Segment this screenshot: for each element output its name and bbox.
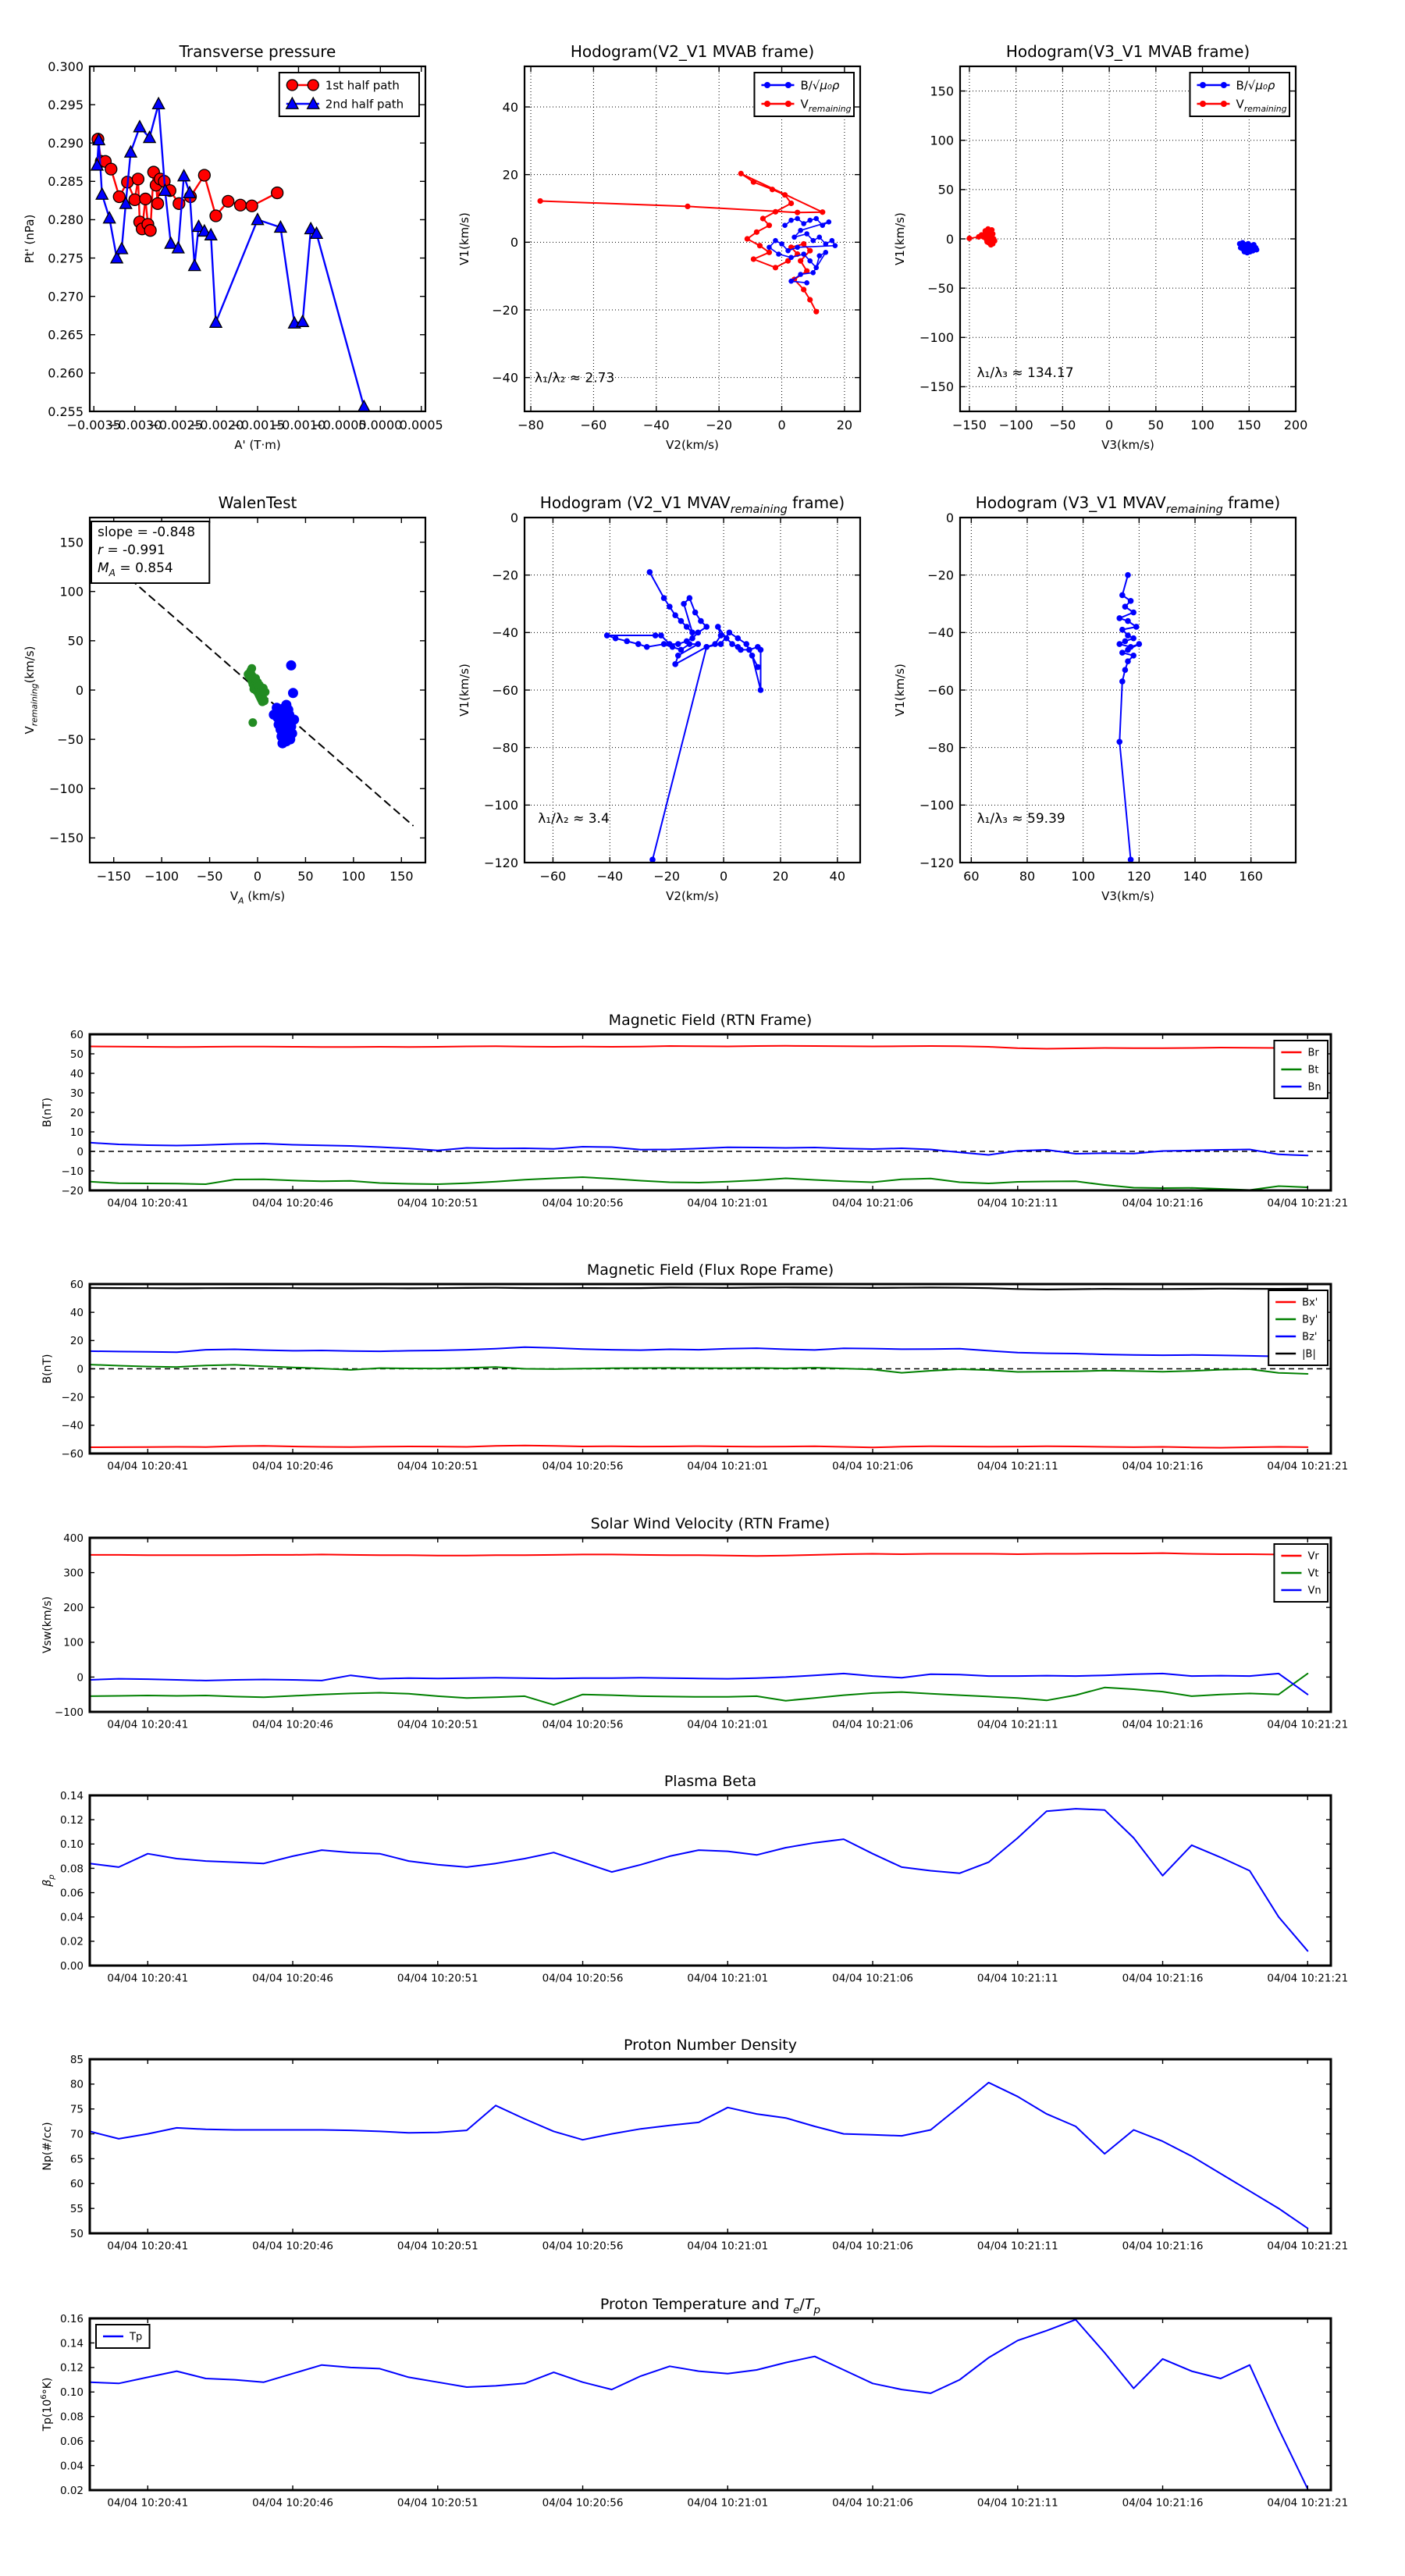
svg-text:100: 100 xyxy=(930,133,954,148)
svg-text:−60: −60 xyxy=(539,869,567,884)
svg-text:Hodogram(V2_V1 MVAB frame): Hodogram(V2_V1 MVAB frame) xyxy=(570,42,815,61)
svg-text:−40: −40 xyxy=(492,370,518,386)
svg-text:04/04 10:20:56: 04/04 10:20:56 xyxy=(542,1197,624,1210)
svg-text:Bz': Bz' xyxy=(1302,1331,1318,1343)
svg-text:200: 200 xyxy=(63,1602,84,1615)
svg-text:50: 50 xyxy=(69,2227,84,2240)
svg-text:−60: −60 xyxy=(61,1447,84,1461)
svg-text:50: 50 xyxy=(1147,418,1165,432)
svg-text:−80: −80 xyxy=(492,740,518,756)
svg-text:0.02: 0.02 xyxy=(59,2484,84,2497)
svg-text:04/04 10:21:11: 04/04 10:21:11 xyxy=(976,1718,1058,1731)
svg-text:04/04 10:20:46: 04/04 10:20:46 xyxy=(252,1197,333,1210)
svg-text:B(nT): B(nT) xyxy=(41,1354,54,1384)
chart-plasma-beta xyxy=(41,1773,1348,1985)
svg-text:50: 50 xyxy=(67,633,84,649)
svg-text:0.14: 0.14 xyxy=(59,2337,84,2350)
svg-text:100: 100 xyxy=(59,584,84,600)
chart-hodogram-v2v1-mvav xyxy=(457,493,860,903)
svg-text:04/04 10:21:01: 04/04 10:21:01 xyxy=(687,2496,769,2510)
svg-text:20: 20 xyxy=(502,167,518,183)
svg-text:04/04 10:21:11: 04/04 10:21:11 xyxy=(976,1972,1058,1985)
svg-text:0.04: 0.04 xyxy=(59,1911,84,1924)
svg-text:04/04 10:20:41: 04/04 10:20:41 xyxy=(107,1972,189,1985)
svg-text:VA (km/s): $V_A$ (km/s) xyxy=(229,889,286,906)
svg-text:V1(km/s): V1(km/s) xyxy=(893,212,907,265)
svg-text:slope = -0.848: slope = -0.848 xyxy=(98,525,196,540)
svg-text:0.08: 0.08 xyxy=(59,1863,84,1876)
svg-text:04/04 10:20:51: 04/04 10:20:51 xyxy=(397,1460,478,1473)
svg-text:100: 100 xyxy=(341,869,366,884)
svg-text:0: 0 xyxy=(76,1671,84,1685)
svg-text:160: 160 xyxy=(1239,869,1263,884)
svg-text:04/04 10:21:21: 04/04 10:21:21 xyxy=(1267,1972,1349,1985)
svg-text:04/04 10:20:46: 04/04 10:20:46 xyxy=(252,1460,333,1473)
svg-text:Proton Number Density: Proton Number Density xyxy=(624,2037,797,2054)
svg-text:04/04 10:21:21: 04/04 10:21:21 xyxy=(1267,2496,1349,2510)
svg-text:−120: −120 xyxy=(484,855,518,870)
svg-text:04/04 10:20:46: 04/04 10:20:46 xyxy=(252,2240,333,2253)
svg-text:−100: −100 xyxy=(919,798,954,813)
svg-text:0: 0 xyxy=(253,869,262,884)
svg-text:04/04 10:20:51: 04/04 10:20:51 xyxy=(397,2240,478,2253)
svg-text:10: 10 xyxy=(69,1126,84,1139)
svg-text:60: 60 xyxy=(963,869,980,884)
svg-text:0.285: 0.285 xyxy=(48,174,84,190)
svg-text:04/04 10:21:11: 04/04 10:21:11 xyxy=(976,2496,1058,2510)
svg-text:−0.0030: −0.0030 xyxy=(107,418,162,432)
svg-text:200: 200 xyxy=(1283,418,1308,432)
svg-text:0.275: 0.275 xyxy=(48,251,84,266)
svg-text:04/04 10:21:01: 04/04 10:21:01 xyxy=(687,1460,769,1473)
svg-text:−20: −20 xyxy=(706,418,733,432)
svg-text:0.290: 0.290 xyxy=(48,135,84,151)
svg-text:04/04 10:21:21: 04/04 10:21:21 xyxy=(1267,1460,1349,1473)
svg-text:0.300: 0.300 xyxy=(48,59,84,74)
svg-text:04/04 10:20:56: 04/04 10:20:56 xyxy=(542,1718,624,1731)
chart-proton-temp xyxy=(40,2296,1348,2510)
svg-text:Tp: Tp xyxy=(130,2331,143,2343)
svg-text:0.16: 0.16 xyxy=(59,2312,84,2325)
svg-text:0.280: 0.280 xyxy=(48,212,84,228)
svg-text:04/04 10:21:01: 04/04 10:21:01 xyxy=(687,2240,769,2253)
chart-transverse-pressure xyxy=(23,42,443,452)
svg-text:150: 150 xyxy=(389,869,414,884)
svg-text:50: 50 xyxy=(297,869,314,884)
svg-text:40: 40 xyxy=(502,99,518,115)
svg-text:04/04 10:20:41: 04/04 10:20:41 xyxy=(107,1197,189,1210)
svg-text:0.08: 0.08 xyxy=(59,2411,84,2424)
svg-text:Vremaining: $V_{remaining}$ xyxy=(800,97,852,114)
svg-text:0: 0 xyxy=(510,510,518,525)
svg-text:−80: −80 xyxy=(927,740,954,756)
svg-text:−120: −120 xyxy=(919,855,954,870)
svg-text:−20: −20 xyxy=(927,568,954,583)
svg-text:04/04 10:21:16: 04/04 10:21:16 xyxy=(1122,2240,1204,2253)
svg-text:−100: −100 xyxy=(919,330,954,346)
svg-text:−20: −20 xyxy=(61,1391,84,1404)
svg-text:04/04 10:20:56: 04/04 10:20:56 xyxy=(542,1972,624,1985)
svg-text:0: 0 xyxy=(76,1145,84,1158)
svg-text:0.12: 0.12 xyxy=(59,2361,84,2375)
svg-text:04/04 10:21:06: 04/04 10:21:06 xyxy=(832,1972,913,1985)
svg-text:04/04 10:21:16: 04/04 10:21:16 xyxy=(1122,2496,1204,2510)
svg-text:0: 0 xyxy=(510,235,518,251)
svg-text:Vt: Vt xyxy=(1307,1567,1319,1580)
svg-text:Hodogram(V3_V1 MVAB frame): Hodogram(V3_V1 MVAB frame) xyxy=(1005,42,1250,61)
svg-text:0: 0 xyxy=(945,231,954,247)
svg-text:20: 20 xyxy=(69,1335,84,1348)
svg-text:300: 300 xyxy=(63,1567,84,1580)
svg-text:0.06: 0.06 xyxy=(59,2435,84,2449)
svg-text:−150: −150 xyxy=(919,379,954,395)
svg-text:20: 20 xyxy=(69,1106,84,1119)
svg-text:80: 80 xyxy=(1019,869,1036,884)
chart-mag-rtn xyxy=(41,1012,1348,1210)
svg-text:V1(km/s): V1(km/s) xyxy=(457,664,471,717)
chart-hodogram-v3v1-mvab xyxy=(893,42,1307,452)
svg-text:−150: −150 xyxy=(951,418,987,432)
svg-text:04/04 10:20:51: 04/04 10:20:51 xyxy=(397,1718,478,1731)
svg-text:−100: −100 xyxy=(484,798,518,813)
svg-text:−50: −50 xyxy=(57,731,84,747)
svg-text:04/04 10:21:16: 04/04 10:21:16 xyxy=(1122,1718,1204,1731)
chart-hodogram-v2v1-mvab xyxy=(457,42,860,452)
svg-text:Magnetic Field (RTN Frame): Magnetic Field (RTN Frame) xyxy=(608,1012,813,1029)
svg-text:−40: −40 xyxy=(927,625,954,641)
svg-text:140: 140 xyxy=(1183,869,1208,884)
svg-text:A' (T·m): A' (T·m) xyxy=(234,438,281,452)
svg-text:βp: $\beta_p$ xyxy=(41,1874,57,1887)
svg-text:|B|: |B| xyxy=(1302,1348,1316,1361)
svg-text:−10: −10 xyxy=(61,1165,84,1178)
svg-text:0.02: 0.02 xyxy=(59,1935,84,1948)
chart-hodogram-v3v1-mvav xyxy=(893,493,1296,903)
svg-text:0.270: 0.270 xyxy=(48,289,84,304)
svg-text:04/04 10:20:51: 04/04 10:20:51 xyxy=(397,1197,478,1210)
svg-text:65: 65 xyxy=(69,2153,84,2166)
svg-text:0.0005: 0.0005 xyxy=(399,418,443,432)
svg-text:60: 60 xyxy=(69,2178,84,2191)
svg-text:Transverse pressure: Transverse pressure xyxy=(179,42,336,61)
svg-text:0: 0 xyxy=(1105,418,1114,432)
svg-text:04/04 10:21:06: 04/04 10:21:06 xyxy=(832,1718,913,1731)
svg-text:WalenTest: WalenTest xyxy=(218,493,297,512)
svg-text:2nd half path: 2nd half path xyxy=(325,97,404,112)
svg-text:By': By' xyxy=(1302,1314,1318,1326)
svg-text:−0.0020: −0.0020 xyxy=(189,418,244,432)
svg-text:−40: −40 xyxy=(492,625,518,641)
svg-text:−20: −20 xyxy=(492,302,518,318)
svg-text:−100: −100 xyxy=(49,781,84,797)
svg-text:Vn: Vn xyxy=(1307,1585,1321,1597)
svg-text:04/04 10:21:06: 04/04 10:21:06 xyxy=(832,1460,913,1473)
svg-text:−50: −50 xyxy=(196,869,223,884)
svg-text:04/04 10:21:21: 04/04 10:21:21 xyxy=(1267,1718,1349,1731)
svg-text:150: 150 xyxy=(930,84,954,99)
svg-text:Plasma Beta: Plasma Beta xyxy=(663,1773,757,1790)
svg-text:04/04 10:20:46: 04/04 10:20:46 xyxy=(252,1718,333,1731)
svg-text:04/04 10:21:16: 04/04 10:21:16 xyxy=(1122,1197,1204,1210)
svg-text:04/04 10:20:51: 04/04 10:20:51 xyxy=(397,1972,478,1985)
svg-text:Np(#/cc): Np(#/cc) xyxy=(41,2122,54,2171)
svg-text:75: 75 xyxy=(69,2103,84,2116)
svg-text:V1(km/s): V1(km/s) xyxy=(457,212,471,265)
svg-text:Bt: Bt xyxy=(1307,1064,1319,1076)
svg-text:40: 40 xyxy=(69,1307,84,1320)
svg-text:04/04 10:21:01: 04/04 10:21:01 xyxy=(687,1972,769,1985)
svg-text:100: 100 xyxy=(1071,869,1095,884)
svg-text:20: 20 xyxy=(772,869,789,884)
svg-text:Vremaining: $V_{remaining}$ xyxy=(1236,97,1287,114)
svg-text:−50: −50 xyxy=(927,280,954,296)
svg-text:V2(km/s): V2(km/s) xyxy=(666,889,719,903)
svg-text:B(nT): B(nT) xyxy=(41,1098,54,1127)
chart-proton-density xyxy=(41,2037,1348,2253)
svg-text:60: 60 xyxy=(69,1278,84,1291)
svg-text:MA = 0.854: $M_A = 0.854$ xyxy=(98,560,173,579)
svg-text:0.06: 0.06 xyxy=(59,1887,84,1900)
svg-text:04/04 10:21:06: 04/04 10:21:06 xyxy=(832,1197,913,1210)
chart-vsw-rtn xyxy=(41,1515,1348,1731)
svg-text:150: 150 xyxy=(59,535,84,550)
svg-text:70: 70 xyxy=(69,2128,84,2141)
svg-text:04/04 10:20:56: 04/04 10:20:56 xyxy=(542,1460,624,1473)
svg-text:04/04 10:21:06: 04/04 10:21:06 xyxy=(832,2496,913,2510)
svg-text:0: 0 xyxy=(719,869,728,884)
svg-text:04/04 10:20:41: 04/04 10:20:41 xyxy=(107,2240,189,2253)
svg-text:λ₁/λ₂ ≈ 3.4: λ₁/λ₂ ≈ 3.4 xyxy=(538,811,610,827)
svg-text:−100: −100 xyxy=(144,869,180,884)
svg-text:04/04 10:21:01: 04/04 10:21:01 xyxy=(687,1197,769,1210)
svg-text:85: 85 xyxy=(69,2053,84,2066)
svg-text:Solar Wind Velocity (RTN Frame: Solar Wind Velocity (RTN Frame) xyxy=(590,1515,831,1532)
svg-text:0: 0 xyxy=(945,510,954,525)
svg-text:−50: −50 xyxy=(1049,418,1076,432)
svg-text:04/04 10:21:01: 04/04 10:21:01 xyxy=(687,1718,769,1731)
svg-text:−0.0035: −0.0035 xyxy=(66,418,121,432)
svg-text:−0.0005: −0.0005 xyxy=(312,418,367,432)
svg-text:V2(km/s): V2(km/s) xyxy=(666,438,719,452)
svg-text:100: 100 xyxy=(1190,418,1215,432)
svg-text:Tp(106°K): $Tp(10^6^\circ K)$ xyxy=(40,2377,54,2432)
svg-text:B/√μ₀ρ: B/√μ₀ρ xyxy=(1236,78,1275,93)
svg-text:04/04 10:20:41: 04/04 10:20:41 xyxy=(107,1460,189,1473)
svg-text:Proton Temperature and Te/Tp: Proton Temperature and $T_e/T_p$ xyxy=(599,2296,821,2317)
svg-text:−60: −60 xyxy=(580,418,607,432)
svg-text:04/04 10:20:41: 04/04 10:20:41 xyxy=(107,2496,189,2510)
svg-text:−20: −20 xyxy=(653,869,681,884)
svg-text:04/04 10:21:16: 04/04 10:21:16 xyxy=(1122,1460,1204,1473)
svg-text:0.0000: 0.0000 xyxy=(358,418,403,432)
svg-text:80: 80 xyxy=(69,2078,84,2091)
svg-text:0: 0 xyxy=(75,682,84,698)
svg-text:−0.0015: −0.0015 xyxy=(230,418,285,432)
svg-text:120: 120 xyxy=(1127,869,1151,884)
svg-text:04/04 10:20:56: 04/04 10:20:56 xyxy=(542,2240,624,2253)
svg-text:Br: Br xyxy=(1307,1047,1319,1059)
svg-text:150: 150 xyxy=(1237,418,1261,432)
chart-walen-test xyxy=(23,493,425,906)
svg-text:0.10: 0.10 xyxy=(59,2386,84,2400)
svg-text:−80: −80 xyxy=(518,418,544,432)
svg-text:04/04 10:21:11: 04/04 10:21:11 xyxy=(976,1460,1058,1473)
svg-text:04/04 10:20:51: 04/04 10:20:51 xyxy=(397,2496,478,2510)
svg-text:0.295: 0.295 xyxy=(48,97,84,112)
svg-text:Vsw(km/s): Vsw(km/s) xyxy=(41,1596,54,1654)
svg-text:−100: −100 xyxy=(998,418,1033,432)
svg-text:04/04 10:20:46: 04/04 10:20:46 xyxy=(252,1972,333,1985)
svg-text:04/04 10:20:46: 04/04 10:20:46 xyxy=(252,2496,333,2510)
svg-text:−150: −150 xyxy=(96,869,131,884)
svg-text:V3(km/s): V3(km/s) xyxy=(1101,438,1154,452)
svg-text:λ₁/λ₃ ≈ 134.17: λ₁/λ₃ ≈ 134.17 xyxy=(976,365,1074,381)
svg-text:0: 0 xyxy=(777,418,786,432)
svg-text:−40: −40 xyxy=(596,869,624,884)
svg-text:40: 40 xyxy=(829,869,846,884)
svg-text:50: 50 xyxy=(69,1048,84,1061)
svg-text:0.265: 0.265 xyxy=(48,327,84,343)
svg-text:04/04 10:21:21: 04/04 10:21:21 xyxy=(1267,2240,1349,2253)
svg-text:04/04 10:21:21: 04/04 10:21:21 xyxy=(1267,1197,1349,1210)
svg-text:04/04 10:21:16: 04/04 10:21:16 xyxy=(1122,1972,1204,1985)
svg-text:55: 55 xyxy=(69,2203,84,2216)
svg-text:−150: −150 xyxy=(49,831,84,846)
svg-text:1st half path: 1st half path xyxy=(325,78,400,93)
svg-text:Vr: Vr xyxy=(1307,1550,1319,1563)
svg-text:04/04 10:20:56: 04/04 10:20:56 xyxy=(542,2496,624,2510)
svg-text:0.00: 0.00 xyxy=(59,1959,84,1973)
svg-text:−0.0010: −0.0010 xyxy=(271,418,326,432)
svg-text:Bx': Bx' xyxy=(1302,1297,1318,1309)
svg-text:0.14: 0.14 xyxy=(59,1789,84,1802)
svg-text:−0.0025: −0.0025 xyxy=(148,418,203,432)
svg-text:λ₁/λ₂ ≈ 2.73: λ₁/λ₂ ≈ 2.73 xyxy=(534,370,615,386)
svg-text:0.10: 0.10 xyxy=(59,1838,84,1852)
svg-text:60: 60 xyxy=(69,1028,84,1041)
svg-text:0.255: 0.255 xyxy=(48,404,84,419)
svg-text:04/04 10:20:41: 04/04 10:20:41 xyxy=(107,1718,189,1731)
svg-text:50: 50 xyxy=(937,182,954,197)
svg-text:30: 30 xyxy=(69,1087,84,1100)
svg-text:−20: −20 xyxy=(61,1184,84,1197)
svg-text:r = -0.991: r = -0.991 xyxy=(98,543,165,558)
svg-text:0: 0 xyxy=(76,1363,84,1376)
svg-text:400: 400 xyxy=(63,1532,84,1545)
svg-text:−40: −40 xyxy=(61,1419,84,1432)
svg-text:Hodogram (V2_V1 MVAVremaining: Hodogram (V2_V1 $MVAV_{remaining}$ frame) xyxy=(539,493,845,516)
svg-text:Hodogram (V3_V1 MVAVremaining: Hodogram (V3_V1 $MVAV_{remaining}$ frame) xyxy=(975,493,1281,516)
svg-text:V1(km/s): V1(km/s) xyxy=(893,664,907,717)
svg-text:−100: −100 xyxy=(54,1706,84,1719)
svg-text:V3(km/s): V3(km/s) xyxy=(1101,889,1154,903)
svg-text:04/04 10:21:11: 04/04 10:21:11 xyxy=(976,1197,1058,1210)
svg-text:Pt' (nPa): Pt' (nPa) xyxy=(23,214,37,264)
svg-text:Bn: Bn xyxy=(1307,1081,1321,1094)
svg-text:40: 40 xyxy=(69,1067,84,1080)
svg-text:0.04: 0.04 xyxy=(59,2460,84,2473)
svg-text:04/04 10:21:06: 04/04 10:21:06 xyxy=(832,2240,913,2253)
svg-text:−40: −40 xyxy=(642,418,670,432)
svg-text:B/√μ₀ρ: B/√μ₀ρ xyxy=(800,78,840,93)
svg-text:Vremaining(km/s): $V_{remaining}(km/s)$ xyxy=(23,646,40,735)
svg-text:100: 100 xyxy=(63,1636,84,1649)
svg-text:−60: −60 xyxy=(927,682,954,698)
svg-text:04/04 10:21:11: 04/04 10:21:11 xyxy=(976,2240,1058,2253)
svg-text:0.260: 0.260 xyxy=(48,365,84,381)
svg-text:λ₁/λ₃ ≈ 59.39: λ₁/λ₃ ≈ 59.39 xyxy=(976,811,1065,827)
chart-mag-fluxrope xyxy=(41,1261,1348,1473)
svg-text:Magnetic Field (Flux Rope Fram: Magnetic Field (Flux Rope Frame) xyxy=(586,1261,834,1279)
svg-text:20: 20 xyxy=(836,418,853,432)
svg-text:−60: −60 xyxy=(492,682,518,698)
svg-text:−20: −20 xyxy=(492,568,518,583)
svg-text:0.12: 0.12 xyxy=(59,1814,84,1827)
